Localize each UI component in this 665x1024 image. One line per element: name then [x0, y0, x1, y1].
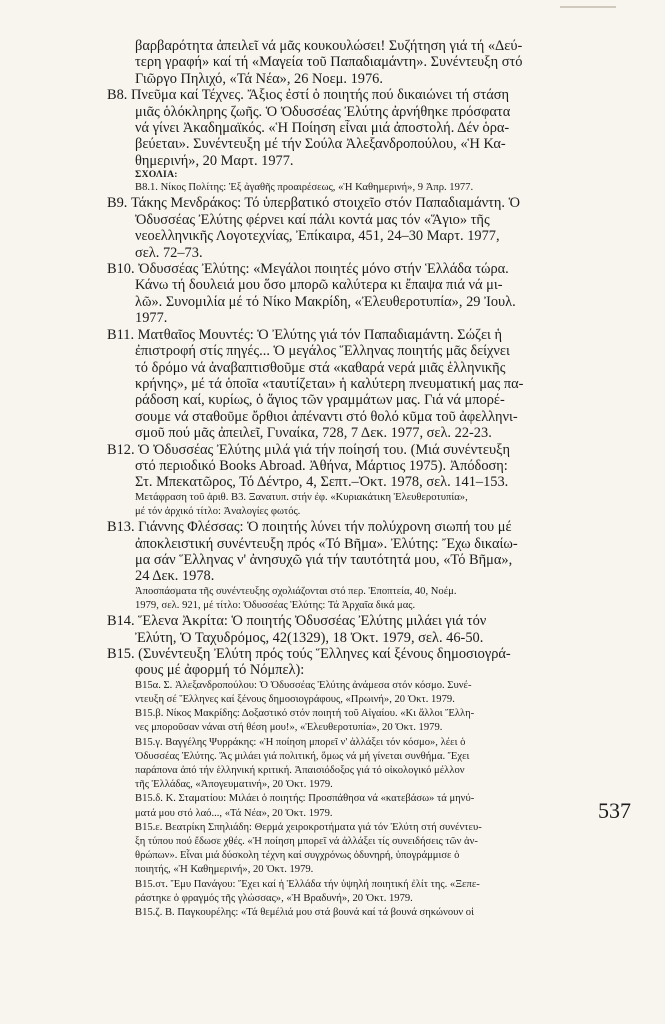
entry-intro — [107, 38, 589, 87]
text-line: μα σάν Ἕλληνας ν' ἀνησυχῶ γιά τήν ταυτότητά μου, «Τό Βῆμα», — [135, 551, 513, 568]
text-line: μιᾶς ὁλόκληρης ζωῆς. Ὁ Ὀδυσσέας Ἐλύτης ἀρνήθηκε πρόσφατα — [135, 103, 511, 120]
text-line: B9. Τάκης Μενδράκος: Τό ὑπερβατικό στοιχεῖο στόν Παπαδιαμάντη. Ὁ — [107, 195, 520, 212]
text-line: B15.β. Νίκος Μακρίδης: Δοξαστικό στόν ποιητή τοῦ Αἰγαίου. «Κι ἄλλοι Ἕλλη- — [135, 708, 475, 720]
text-line: ΣΧΟΛΙΑ: — [135, 169, 178, 181]
text-line: Ἐλύτη, Ὁ Ταχυδρόμος, 42(1329), 18 Ὀκτ. 1979, σελ. 46-50. — [135, 629, 484, 646]
text-line: ράστηκε ὁ φραγμός τῆς γλώσσας», «Ἡ Βραδυνή», 20 Ὀκτ. 1979. — [135, 892, 413, 904]
bibliography-column — [107, 38, 589, 920]
text-line: νεοελληνικῆς Λογοτεχνίας, Ἐπίκαιρα, 451, 24–30 Μαρτ. 1977, — [135, 228, 500, 245]
text-line: νά γίνει Ἀκαδημαϊκός. «Ἡ Ποίηση εἶναι μιά ἀποστολή. Δέν ὁρα- — [135, 120, 510, 137]
text-line: B13. Γιάννης Φλέσσας: Ὁ ποιητής λύνει τήν πολύχρονη σιωπή του μέ — [107, 519, 512, 536]
text-line: ντευξη σέ Ἕλληνες καί ξένους δημοσιογράφους, «Πρωινή», 20 Ὀκτ. 1979. — [135, 694, 455, 706]
text-line: B11. Ματθαῖος Μουντές: Ὁ Ἐλύτης γιά τόν Παπαδιαμάντη. Σώζει ἡ — [107, 326, 502, 343]
text-line: τῆς Ἑλλάδας, «Ἀπογευματινή», 20 Ὀκτ. 1979. — [135, 779, 333, 791]
text-line: B15. (Συνέντευξη Ἐλύτη πρός τούς Ἕλληνες καί ξένους δημοσιογρά- — [107, 646, 511, 663]
entry-b14 — [107, 613, 589, 646]
text-line: B8. Πνεῦμα καί Τέχνες. Ἄξιος ἐστί ὁ ποιητής πού δικαιώνει τή στάση — [107, 87, 510, 104]
text-line: 1977. — [135, 310, 168, 327]
text-line: σμοῦ πού μᾶς ἀπειλεῖ, Γυναίκα, 728, 7 Δεκ. 1977, σελ. 22-23. — [135, 425, 492, 442]
text-line: Μετάφραση τοῦ ἀριθ. B3. Ξανατυπ. στήν ἐφ. «Κυριακάτικη Ἐλευθεροτυπία», — [135, 491, 468, 503]
entry-b15 — [107, 646, 589, 679]
text-line: B10. Ὀδυσσέας Ἐλύτης: «Μεγάλοι ποιητές μόνο στήν Ἑλλάδα τώρα. — [107, 261, 509, 278]
text-line: κρήνης», μέ τά ὁποῖα «ταυτίζεται» ἡ καλύτερη πνευματική μας πα- — [135, 375, 524, 392]
entry-b13 — [107, 519, 589, 585]
text-line: B15.ε. Βεατρίκη Σπηλιάδη: Θερμά χειροκροτήματα γιά τόν Ἐλύτη στή συνέντευ- — [135, 821, 482, 833]
text-line: σουμε νά σταθοῦμε ὄρθιοι ἀπέναντι στό θολό κῦμα τοῦ ἀφελληνι- — [135, 408, 518, 425]
text-line: τό δρόμο νά ἀναβαπτισθοῦμε στά «καθαρά νερά μιᾶς ἑλληνικῆς — [135, 359, 506, 376]
text-line: B15.ζ. Β. Παγκουρέλης: «Τά θεμέλιά μου στά βουνά καί τά βουνά σηκώνουν οἱ — [135, 907, 474, 919]
entry-b13-note — [107, 585, 589, 613]
entry-b10 — [107, 261, 589, 327]
text-line: σελ. 72–73. — [135, 244, 203, 261]
text-line: λῶ». Συνομιλία μέ τό Νίκο Μακρίδη, «Ἐλευθεροτυπία», 29 Ἰουλ. — [135, 293, 516, 310]
text-line: μέ τόν ἀρχικό τίτλο: Ἀναλογίες φωτός. — [135, 505, 301, 517]
entry-b8-scholia-head — [107, 169, 589, 181]
text-line: B15.γ. Βαγγέλης Ψυρράκης: «Ἡ ποίηση μπορεῖ ν' ἀλλάξει τόν κόσμο», λέει ὁ — [135, 736, 466, 748]
text-line: B15.δ. Κ. Σταματίου: Μιλάει ὁ ποιητής: Προσπάθησα νά «κατεβάσω» τά μηνύ- — [135, 793, 475, 805]
text-line: B14. Ἕλενα Ἀκρίτα: Ὁ ποιητής Ὀδυσσέας Ἐλύτης μιλάει γιά τόν — [107, 613, 487, 630]
text-line: ποιητής, «Ἡ Καθημερινή», 20 Ὀκτ. 1979. — [135, 864, 314, 876]
text-line: B12. Ὁ Ὀδυσσέας Ἐλύτης μιλά γιά τήν ποίησή του. (Μιά συνέντευξη — [107, 441, 511, 458]
entry-b8 — [107, 87, 589, 169]
text-line: Γιῶργο Πηλιχό, «Τά Νέα», 26 Νοεμ. 1976. — [135, 70, 383, 87]
text-line: Κάνω τή δουλειά μου ὅσο μπορῶ καλύτερα κι ἔπαψα πιά νά μι- — [135, 277, 503, 294]
text-line: ἀποκλειστική συνέντευξη πρός «Τό Βῆμα». Ἐλύτης: Ἔχω δικαίω- — [135, 535, 518, 552]
top-scan-mark — [560, 6, 616, 8]
entry-b12 — [107, 442, 589, 491]
text-line: φους μέ ἀφορμή τό Νόμπελ): — [135, 662, 305, 679]
text-line: Ὀδυσσέας Ἐλύτης φέρνει καί πάλι κοντά μας τόν «Ἅγιο» τῆς — [135, 211, 490, 228]
text-line: βεύεται». Συνέντευξη μέ τήν Σούλα Ἀλεξανδροπούλου, «Ἡ Κα- — [135, 136, 506, 153]
entry-b15-sub — [107, 679, 589, 920]
text-line: θρώπων». Εἶναι μιά δύσκολη τέχνη καί συγχρόνως ὀδυνηρή, ὑπογράμμισε ὁ — [135, 850, 460, 862]
text-line: θημερινή», 20 Μαρτ. 1977. — [135, 152, 294, 169]
text-line: νες μποροῦσαν νάναι στή θέση μου!», «Ἐλευθεροτυπία», 20 Ὀκτ. 1979. — [135, 722, 443, 734]
text-line: B15α. Σ. Ἀλεξανδροπούλου: Ὁ Ὀδυσσέας Ἐλύτης ἀνάμεσα στόν κόσμο. Συνέ- — [135, 679, 472, 691]
text-line: βαρβαρότητα ἀπειλεῖ νά μᾶς κουκουλώσει! Συζήτηση γιά τή «Δεύ- — [135, 38, 523, 54]
text-line: παράπονα ἀπό τήν ἑλληνική κριτική. Ἀπαισιόδοξος γιά τό οἰκολογικό μέλλον — [135, 765, 465, 777]
entry-b8-scholia — [107, 181, 589, 195]
text-line: B15.στ. Ἔμυ Πανάγου: Ἔχει καί ἡ Ἑλλάδα τήν ὑψηλή ποιητική ἐλίτ της. «Ξεπε- — [135, 878, 480, 890]
text-line: στό περιοδικό Books Abroad. Ἀθήνα, Μάρτιος 1975). Ἀπόδοση: — [135, 457, 508, 474]
entry-b11 — [107, 327, 589, 442]
text-line: ξη τύπου πού ἔδωσε χθές. «Ἡ ποίηση μπορεῖ νά ἀλλάξει τίς συνειδήσεις τῶν ἀν- — [135, 836, 478, 848]
text-line: ἐπιστροφή στίς πηγές... Ὁ μεγάλος Ἕλληνας ποιητής μᾶς δείχνει — [135, 343, 510, 360]
text-line: 24 Δεκ. 1978. — [135, 568, 215, 585]
text-line: B8.1. Νίκος Πολίτης: Ἐξ ἀγαθῆς προαιρέσεως, «Ἡ Καθημερινή», 9 Ἀπρ. 1977. — [135, 182, 474, 194]
entry-b12-note — [107, 491, 589, 519]
text-line: Ὀδυσσέας Ἐλύτης. Ἄς μιλάει γιά πολιτική, ὅμως νά μή γίνεται συνθήμα. Ἔχει — [135, 750, 470, 762]
text-line: ματά μου στό λαό..., «Τά Νέα», 20 Ὀκτ. 1979. — [135, 807, 333, 819]
text-line: τερη γραφή» καί τή «Μαγεία τοῦ Παπαδιαμάντη». Συνέντευξη στό — [135, 54, 523, 71]
text-line: ράδοση καί, κυρίως, ὁ ἅγιος τῶν γραμμάτων μας. Γιά νά μπορέ- — [135, 392, 505, 409]
text-line: Ἀποσπάσματα τῆς συνέντευξης σχολιάζονται στό περ. Ἐποπτεία, 40, Νοέμ. — [135, 585, 457, 597]
page-number: 537 — [598, 798, 631, 823]
entry-b9 — [107, 195, 589, 261]
text-line: 1979, σελ. 921, μέ τίτλο: Ὀδυσσέας Ἐλύτης: Τά Ἀρχαῖα δικά μας. — [135, 600, 416, 611]
text-line: Στ. Μπεκατῶρος, Τό Δέντρο, 4, Σεπτ.–Ὀκτ. 1978, σελ. 141–153. — [135, 474, 509, 491]
